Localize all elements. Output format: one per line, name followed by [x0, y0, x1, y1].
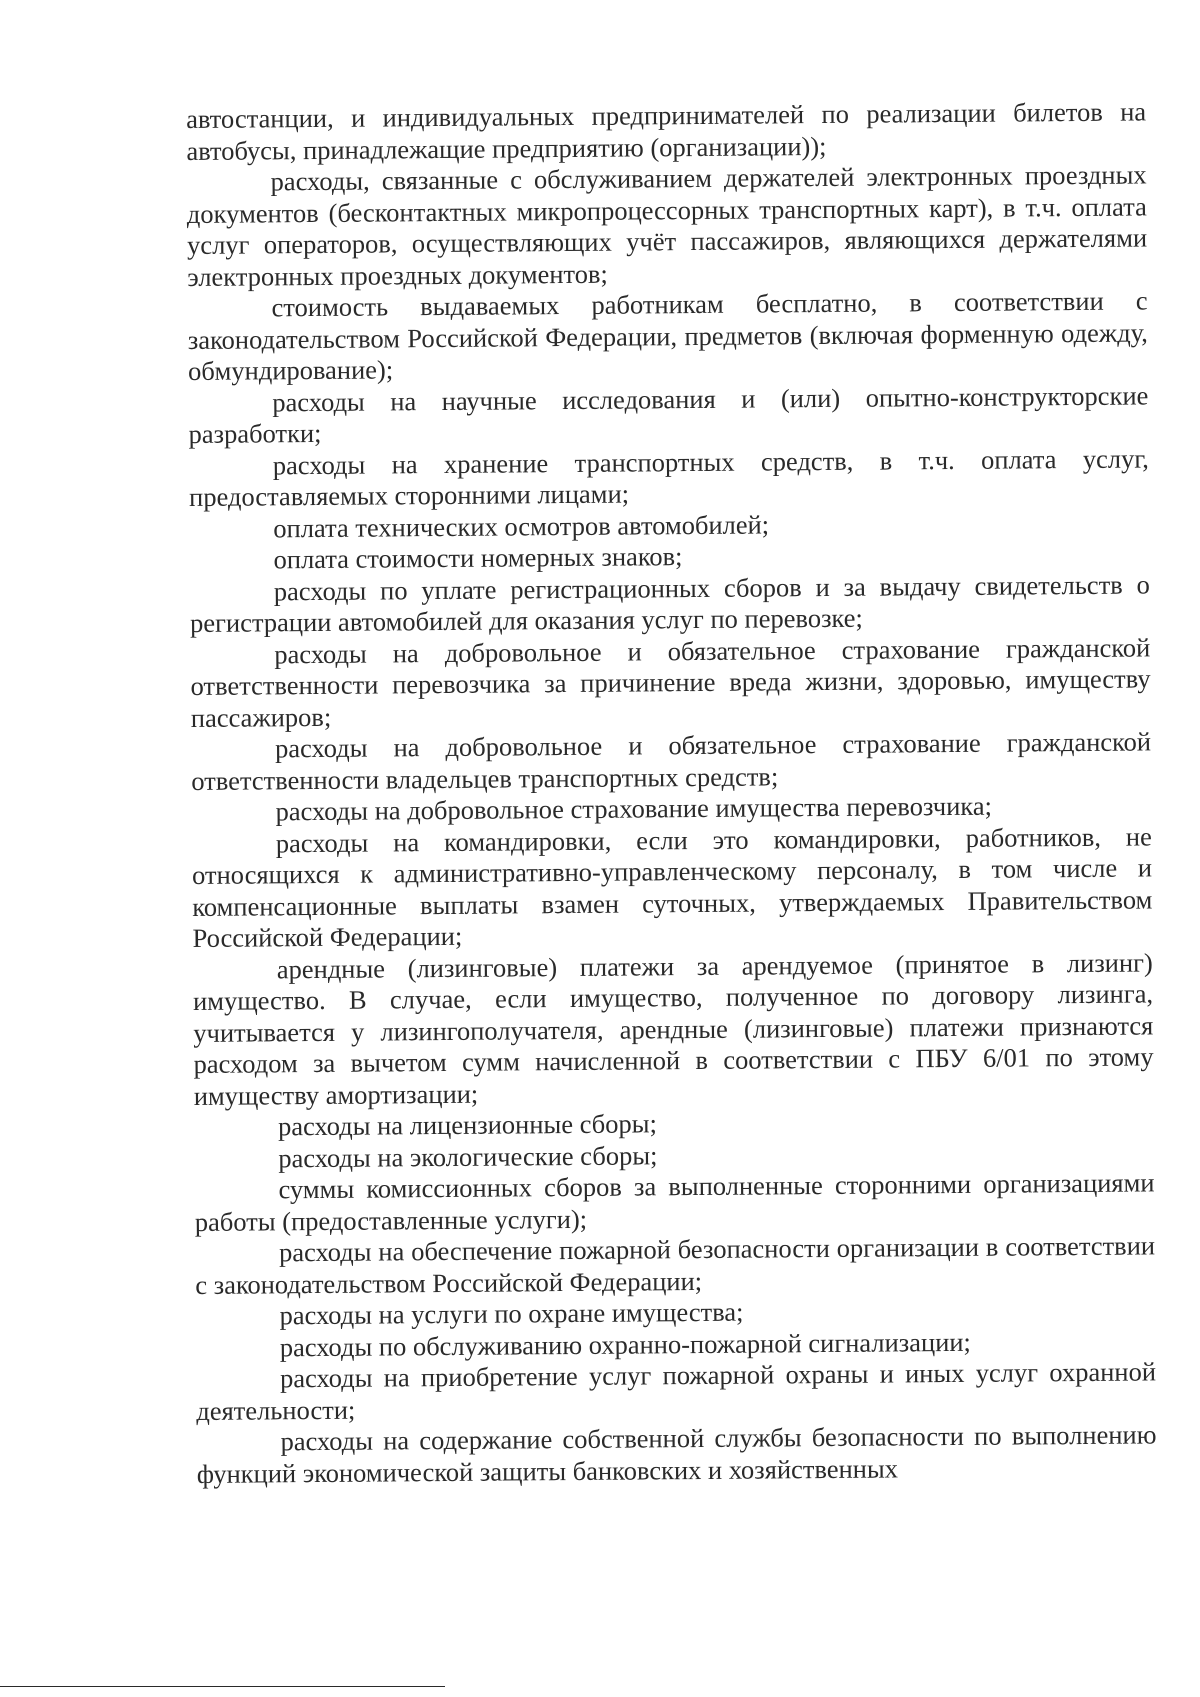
paragraph: расходы на обеспечение пожарной безопасности организации в соответствии с законодательством Российской Федерации; — [195, 1230, 1156, 1300]
paragraph: расходы на добровольное страхование имущества перевозчика; — [275, 790, 993, 827]
paragraph: расходы на экологические сборы; — [278, 1139, 658, 1173]
paragraph: арендные (лизинговые) платежи за арендуемое (принятое в лизинг) имущество. В случае, если имущество, полученное по договору лизинга, учитывается у лизингополучателя, арендные (лизинговые) платежи признаются расходом за вычетом сумм начисленной в соответствии с ПБУ 6/01 по этому имуществу амортизации; — [192, 946, 1154, 1111]
body-text — [186, 96, 1157, 1489]
paragraph: расходы на добровольное и обязательное страхование гражданской ответственности владельцев транспортных средств; — [191, 726, 1152, 796]
footnote-rule — [0, 1686, 445, 1687]
paragraph: расходы, связанные с обслуживанием держателей электронных проездных документов (бесконтактных микропроцессорных транспортных карт), в т.ч. оплата услуг операторов, осуществляющих учёт пассажиров, являющихся держателями электронных проездных документов; — [186, 159, 1148, 292]
paragraph: суммы комиссионных сборов за выполненные сторонними организациями работы (предоставленные услуги); — [194, 1167, 1155, 1237]
paragraph: расходы на приобретение услуг пожарной охраны и иных услуг охранной деятельности; — [196, 1356, 1157, 1426]
paragraph: расходы на лицензионные сборы; — [277, 1108, 657, 1142]
paragraph: расходы на добровольное и обязательное страхование гражданской ответственности перевозчика за причинение вреда жизни, здоровью, имуществу пассажиров; — [190, 631, 1151, 733]
paragraph: стоимость выдаваемых работникам бесплатно, в соответствии с законодательством Российской Федерации, предметов (включая форменную одежду, обмундирование); — [187, 285, 1148, 386]
paragraph: расходы по обслуживанию охранно-пожарной сигнализации; — [279, 1326, 971, 1362]
paragraph: оплата технических осмотров автомобилей; — [273, 508, 770, 543]
paragraph: расходы на хранение транспортных средств, в т.ч. оплата услуг, предоставляемых сторонними лицами; — [188, 442, 1149, 512]
paragraph: расходы на научные исследования и (или) опытно-конструкторские разработки; — [188, 379, 1149, 449]
paragraph: расходы по уплате регистрационных сборов и за выдачу свидетельств о регистрации автомобилей для оказания услуг по перевозке; — [189, 568, 1150, 638]
paragraph: расходы на содержание собственной службы безопасности по выполнению функций экономической защиты банковских и хозяйственных — [196, 1419, 1157, 1489]
paragraph: оплата стоимости номерных знаков; — [273, 541, 683, 575]
paragraph: расходы на командировки, если это командировки, работников, не относящихся к административно-управленческому персоналу, в том числе и компенсационные выплаты взамен суточных, утверждаемых Правительством Российской Федерации; — [191, 820, 1153, 953]
paragraph: расходы на услуги по охране имущества; — [279, 1296, 744, 1331]
paragraph: автостанции, и индивидуальных предпринимателей по реализации билетов на автобусы, принадлежащие предприятию (организации)); — [186, 96, 1147, 166]
